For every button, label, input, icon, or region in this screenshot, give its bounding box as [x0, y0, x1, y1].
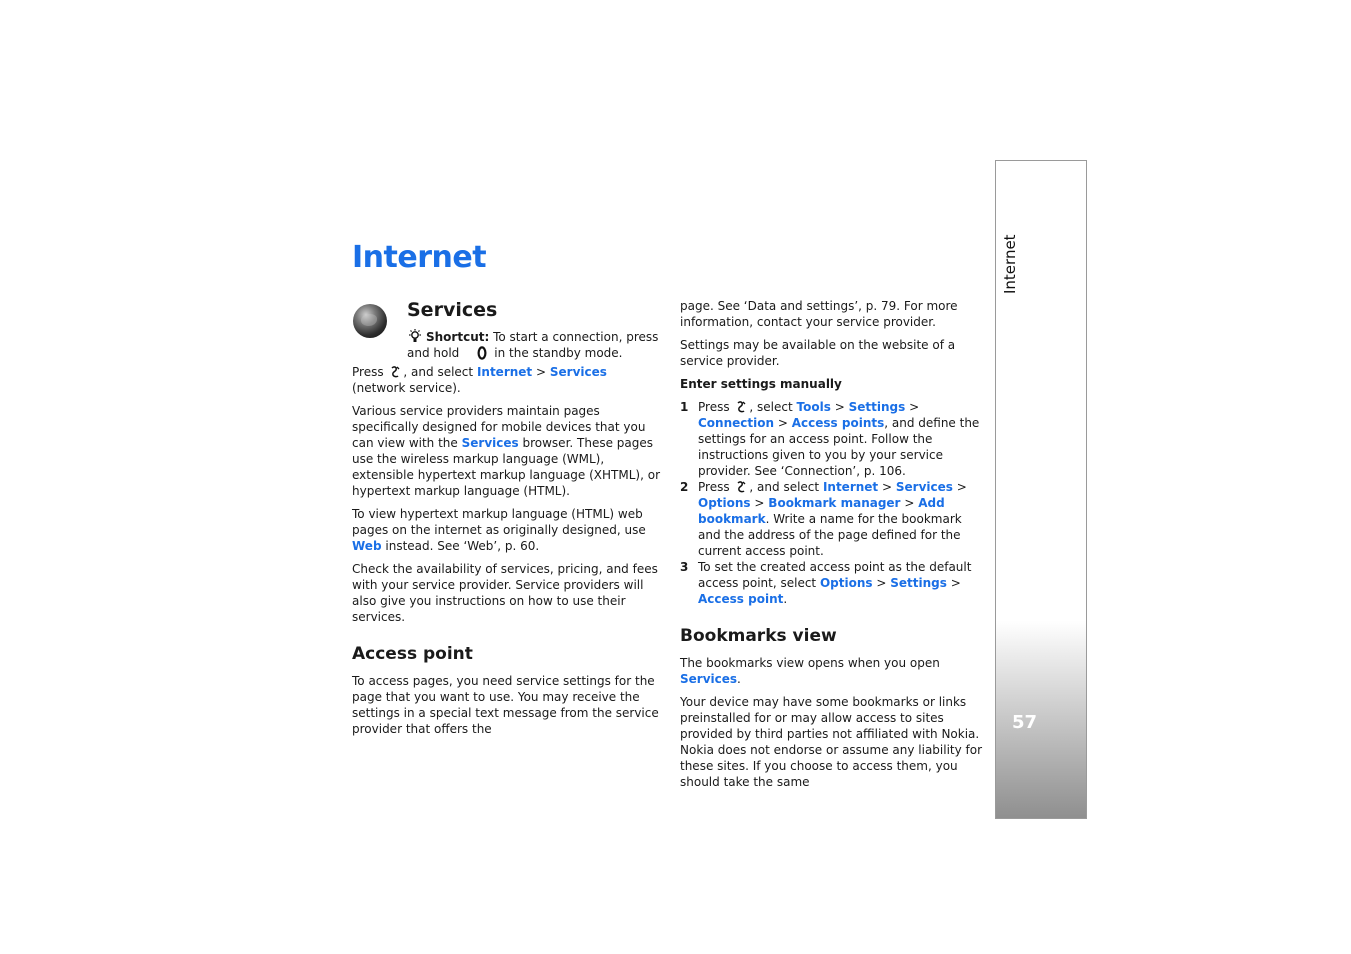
step-1: [680, 399, 988, 479]
services-header: [352, 298, 664, 364]
shortcut-label: Shortcut:: [426, 330, 490, 344]
press-text-2: , and select: [403, 365, 474, 379]
separator: >: [535, 365, 547, 379]
services-heading: Services: [407, 299, 498, 321]
link-services-browser: Services: [461, 436, 519, 450]
link-tools: Tools: [796, 400, 831, 414]
separator: >: [754, 496, 765, 510]
step-3-text-a: To set the created access point as the default access point, select: [698, 560, 972, 590]
menu-key-icon: [735, 480, 747, 494]
chapter-tab: [995, 160, 1087, 819]
link-services: Services: [549, 365, 607, 379]
globe-icon: [353, 304, 387, 338]
settings-steps: [680, 399, 988, 607]
link-web: Web: [352, 539, 382, 553]
access-point-paragraph: To access pages, you need service settings for the page that you want to use. You may receive the settings in a special text message from the service provider that offers the: [352, 674, 659, 736]
page-number: 57: [1012, 712, 1038, 733]
p3-text-2: instead. See ‘Web’, p. 60.: [385, 539, 540, 553]
bookmarks-paragraph-1: [680, 655, 988, 687]
step-2: [680, 479, 988, 559]
separator: >: [834, 400, 845, 414]
link-internet: Internet: [476, 365, 533, 379]
chapter-tab-label: Internet: [1001, 234, 1019, 294]
step-2-press: Press: [698, 480, 730, 494]
services-paragraph-3: [352, 506, 664, 554]
step-3-end: .: [783, 592, 788, 606]
services-paragraph-4: Check the availability of services, pricing, and fees with your service provider. Service providers will also give you instructions on how to use their services.: [352, 562, 658, 624]
shortcut-tip: [407, 329, 665, 361]
separator: >: [777, 416, 788, 430]
link-services: Services: [680, 672, 738, 686]
step-number: 1: [680, 400, 689, 414]
link-access-points: Access points: [791, 416, 885, 430]
link-settings: Settings: [890, 576, 947, 590]
step-1-text-b: , and define the settings for an access point. Follow the instructions given to you by your service provider. See ‘Connection’, p. 106.: [698, 416, 980, 478]
bookmarks-paragraph-2: Your device may have some bookmarks or links preinstalled for or may allow access to sites provided by third parties not affiliated with Nokia. Nokia does not endorse or assume any liability for these sites. If you choose to access them, you should take the same: [680, 695, 983, 789]
chapter-title: Internet: [352, 240, 487, 275]
step-number: 3: [680, 560, 689, 574]
p2-text-1: Various service providers maintain pages specifically designed for mobile devices that you can view with the: [352, 404, 646, 450]
link-services: Services: [895, 480, 953, 494]
zero-key-icon: [477, 346, 487, 360]
separator: >: [950, 576, 961, 590]
bookmarks-view-heading: Bookmarks view: [680, 626, 837, 646]
press-text: Press: [352, 365, 384, 379]
shortcut-text-2: in the standby mode.: [494, 346, 623, 360]
separator: >: [881, 480, 893, 494]
separator: >: [904, 496, 915, 510]
press-text-3: (network service).: [352, 381, 461, 395]
left-column: [352, 298, 664, 744]
enter-settings-heading: Enter settings manually: [680, 377, 842, 391]
link-add-bookmark: Add bookmark: [698, 496, 945, 526]
press-instruction: [352, 364, 664, 396]
right-column: [680, 298, 988, 797]
step-2-text-a: , and select: [749, 480, 820, 494]
link-settings: Settings: [848, 400, 906, 414]
separator: >: [909, 400, 920, 414]
link-access-point: Access point: [698, 592, 784, 606]
step-1-text-a: , select: [749, 400, 793, 414]
menu-key-icon: [389, 365, 401, 379]
shortcut-text-1: To start a connection, press and hold: [407, 330, 659, 360]
bookmarks-p1-text: The bookmarks view opens when you open: [680, 656, 940, 670]
menu-key-icon: [735, 400, 747, 414]
access-point-heading: Access point: [352, 644, 473, 664]
step-3: [680, 559, 988, 607]
services-paragraph-2: [352, 403, 664, 499]
step-2-text-b: . Write a name for the bookmark and the address of the page defined for the current access point.: [698, 512, 962, 558]
lightbulb-icon: [407, 329, 423, 343]
link-options: Options: [698, 496, 751, 510]
p2-text-2: browser. These pages use the wireless markup language (WML), extensible hypertext markup language (XHTML), or hypertext markup language (HTML).: [352, 436, 660, 498]
link-internet: Internet: [822, 480, 879, 494]
link-bookmark-manager: Bookmark manager: [768, 496, 901, 510]
right-paragraph-1: page. See ‘Data and settings’, p. 79. For more information, contact your service provider.: [680, 299, 958, 329]
separator: >: [956, 480, 967, 494]
link-options: Options: [819, 576, 873, 590]
link-connection: Connection: [698, 416, 775, 430]
right-paragraph-2: Settings may be available on the website of a service provider.: [680, 338, 956, 368]
bookmarks-p1-end: .: [737, 672, 741, 686]
separator: >: [876, 576, 887, 590]
step-1-press: Press: [698, 400, 730, 414]
step-number: 2: [680, 480, 689, 494]
p3-text-1: To view hypertext markup language (HTML) web pages on the internet as originally designed, use: [352, 507, 646, 537]
